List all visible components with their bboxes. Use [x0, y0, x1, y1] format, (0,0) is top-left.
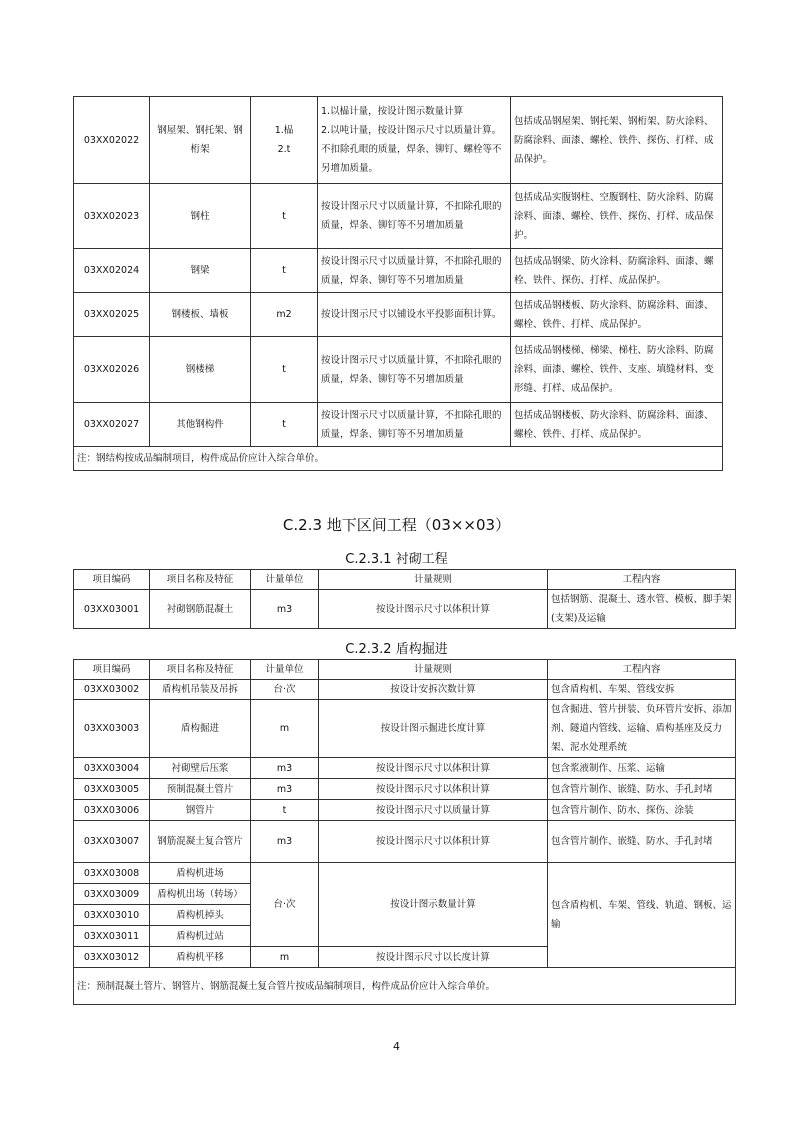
section-title: C.2.3 地下区间工程（03××03）	[282, 516, 511, 534]
item-unit: t	[251, 800, 319, 821]
item-rule: 按设计图示尺寸以体积计算	[319, 758, 548, 779]
table-row	[74, 184, 723, 249]
subsection-title: C.2.3.1 衬砌工程	[345, 552, 448, 567]
steel-structure-table	[73, 96, 723, 471]
header-unit: 计量单位	[251, 570, 319, 590]
table-note-row	[74, 968, 736, 1005]
item-code: 03XX03002	[74, 680, 150, 700]
header-name: 项目名称及特征	[150, 570, 251, 590]
item-rule: 1.以榀计量，按设计图示数量计算 2.以吨计量，按设计图示尺寸以质量计算。不扣除孔眼的质量，焊条、铆钉、螺栓等不另增加质量。	[318, 97, 511, 184]
table-header-row	[74, 570, 736, 590]
item-unit: m3	[251, 758, 319, 779]
item-code: 03XX03004	[74, 758, 150, 779]
item-content: 包含掘进、管片拼装、负环管片安拆、添加剂、隧道内管线、运输、盾构基座及反力架、泥水处理系统	[548, 700, 736, 758]
item-code: 03XX02023	[74, 184, 150, 249]
subsection-title: C.2.3.2 盾构掘进	[345, 642, 448, 657]
item-unit: t	[251, 403, 318, 447]
item-rule: 按设计图示尺寸以体积计算	[319, 590, 548, 629]
item-unit: m2	[251, 293, 318, 337]
item-content: 包含管片制作、嵌缝、防水、手孔封堵	[548, 821, 736, 863]
item-name: 预制混凝土管片	[150, 779, 251, 800]
item-rule: 按设计图示尺寸以质量计算，不扣除孔眼的质量，焊条、铆钉等不另增加质量	[318, 337, 511, 403]
item-name: 钢楼梯	[150, 337, 251, 403]
table-row	[74, 800, 736, 821]
item-content: 包含浆液制作、压浆、运输	[548, 758, 736, 779]
item-rule: 按设计图示尺寸以质量计算，不扣除孔眼的质量，焊条、铆钉等不另增加质量	[318, 184, 511, 249]
item-code: 03XX03007	[74, 821, 150, 863]
shield-tunneling-table	[73, 659, 736, 1005]
item-name: 盾构机掉头	[150, 905, 251, 926]
item-content: 包括成品钢楼板、防火涂料、防腐涂料、面漆、螺栓、铁件、打样、成品保护。	[511, 293, 723, 337]
item-code: 03XX02024	[74, 249, 150, 293]
item-code: 03XX03010	[74, 905, 150, 926]
table-row	[74, 779, 736, 800]
table-note: 注：预制混凝土管片、钢管片、钢筋混凝土复合管片按成品编制项目，构件成品价应计入综合单价。	[74, 968, 736, 1005]
item-rule: 按设计图示尺寸以铺设水平投影面积计算。	[318, 293, 511, 337]
table-row	[74, 700, 736, 758]
item-unit: m3	[251, 779, 319, 800]
item-content: 包括成品实腹钢柱、空腹钢柱、防火涂料、防腐涂料、面漆、螺栓、铁件、探伤、打样、成品保护。	[511, 184, 723, 249]
item-name: 盾构掘进	[150, 700, 251, 758]
table-row	[74, 863, 736, 884]
header-rule: 计量规则	[319, 660, 548, 680]
item-unit: 1.榀 2.t	[251, 97, 318, 184]
item-code: 03XX03008	[74, 863, 150, 884]
header-code: 项目编码	[74, 660, 150, 680]
item-code: 03XX03011	[74, 926, 150, 947]
item-unit: m3	[251, 590, 319, 629]
table-header-row	[74, 660, 736, 680]
item-name: 钢管片	[150, 800, 251, 821]
header-code: 项目编码	[74, 570, 150, 590]
item-name: 衬砌钢筋混凝土	[150, 590, 251, 629]
merged-content: 包含盾构机、车架、管线、轨道、钢板、运输	[548, 863, 736, 968]
item-content: 包括成品钢梁、防火涂料、防腐涂料、面漆、螺栓、铁件、探伤、打样、成品保护。	[511, 249, 723, 293]
item-unit: t	[251, 184, 318, 249]
item-content: 包含管片制作、防水、探伤、涂装	[548, 800, 736, 821]
item-name: 钢楼板、墙板	[150, 293, 251, 337]
item-unit: t	[251, 249, 318, 293]
item-unit: m	[251, 947, 319, 968]
item-rule: 按设计安拆次数计算	[319, 680, 548, 700]
page-number: 4	[393, 1040, 400, 1053]
item-name: 盾构机吊装及吊拆	[150, 680, 251, 700]
item-rule: 按设计图示尺寸以质量计算，不扣除孔眼的质量，焊条、铆钉等不另增加质量	[318, 249, 511, 293]
table-row	[74, 293, 723, 337]
item-name: 盾构机过站	[150, 926, 251, 947]
item-unit: m	[251, 700, 319, 758]
table-row	[74, 821, 736, 863]
item-name: 钢梁	[150, 249, 251, 293]
item-name: 其他钢构件	[150, 403, 251, 447]
item-content: 包含管片制作、嵌缝、防水、手孔封堵	[548, 779, 736, 800]
merged-rule: 按设计图示数量计算	[319, 863, 548, 947]
header-rule: 计量规则	[319, 570, 548, 590]
item-content: 包括成品钢屋架、钢托架、钢桁架、防火涂料、防腐涂料、面漆、螺栓、铁件、探伤、打样、成品保护。	[511, 97, 723, 184]
table-row	[74, 758, 736, 779]
table-row	[74, 403, 723, 447]
table-note: 注：钢结构按成品编制项目，构件成品价应计入综合单价。	[74, 447, 723, 471]
item-code: 03XX03005	[74, 779, 150, 800]
item-name: 钢柱	[150, 184, 251, 249]
item-code: 03XX02022	[74, 97, 150, 184]
table-note-row	[74, 447, 723, 471]
item-name: 盾构机出场（转场）	[150, 884, 251, 905]
item-name: 盾构机进场	[150, 863, 251, 884]
header-name: 项目名称及特征	[150, 660, 251, 680]
table-row	[74, 680, 736, 700]
table-row	[74, 249, 723, 293]
item-rule: 按设计图示尺寸以体积计算	[319, 821, 548, 863]
item-rule: 按设计图示尺寸以质量计算	[319, 800, 548, 821]
item-code: 03XX02027	[74, 403, 150, 447]
header-content: 工程内容	[548, 570, 736, 590]
item-unit: 台·次	[251, 680, 319, 700]
item-unit: m3	[251, 821, 319, 863]
item-code: 03XX03009	[74, 884, 150, 905]
item-name: 衬砌壁后压浆	[150, 758, 251, 779]
item-content: 包含盾构机、车架、管线安拆	[548, 680, 736, 700]
lining-table	[73, 569, 736, 629]
table-row	[74, 590, 736, 629]
item-unit: t	[251, 337, 318, 403]
table-row	[74, 97, 723, 184]
item-name: 钢屋架、钢托架、钢桁架	[150, 97, 251, 184]
item-code: 03XX03006	[74, 800, 150, 821]
item-rule: 按设计图示尺寸以长度计算	[319, 947, 548, 968]
item-code: 03XX03001	[74, 590, 150, 629]
item-rule: 按设计图示尺寸以体积计算	[319, 779, 548, 800]
item-code: 03XX03012	[74, 947, 150, 968]
header-unit: 计量单位	[251, 660, 319, 680]
item-content: 包括成品钢楼梯、梯梁、梯柱、防火涂料、防腐涂料、面漆、螺栓、铁件、支座、填缝材料、变形缝、打样、成品保护。	[511, 337, 723, 403]
merged-unit: 台·次	[251, 863, 319, 947]
item-content: 包括钢筋、混凝土、透水管、模板、脚手架(支架)及运输	[548, 590, 736, 629]
item-content: 包括成品钢楼板、防火涂料、防腐涂料、面漆、螺栓、铁件、打样、成品保护。	[511, 403, 723, 447]
item-name: 盾构机平移	[150, 947, 251, 968]
table-row	[74, 337, 723, 403]
item-rule: 按设计图示掘进长度计算	[319, 700, 548, 758]
item-name: 钢筋混凝土复合管片	[150, 821, 251, 863]
header-content: 工程内容	[548, 660, 736, 680]
item-code: 03XX02025	[74, 293, 150, 337]
item-code: 03XX02026	[74, 337, 150, 403]
item-code: 03XX03003	[74, 700, 150, 758]
item-rule: 按设计图示尺寸以质量计算，不扣除孔眼的质量，焊条、铆钉等不另增加质量	[318, 403, 511, 447]
